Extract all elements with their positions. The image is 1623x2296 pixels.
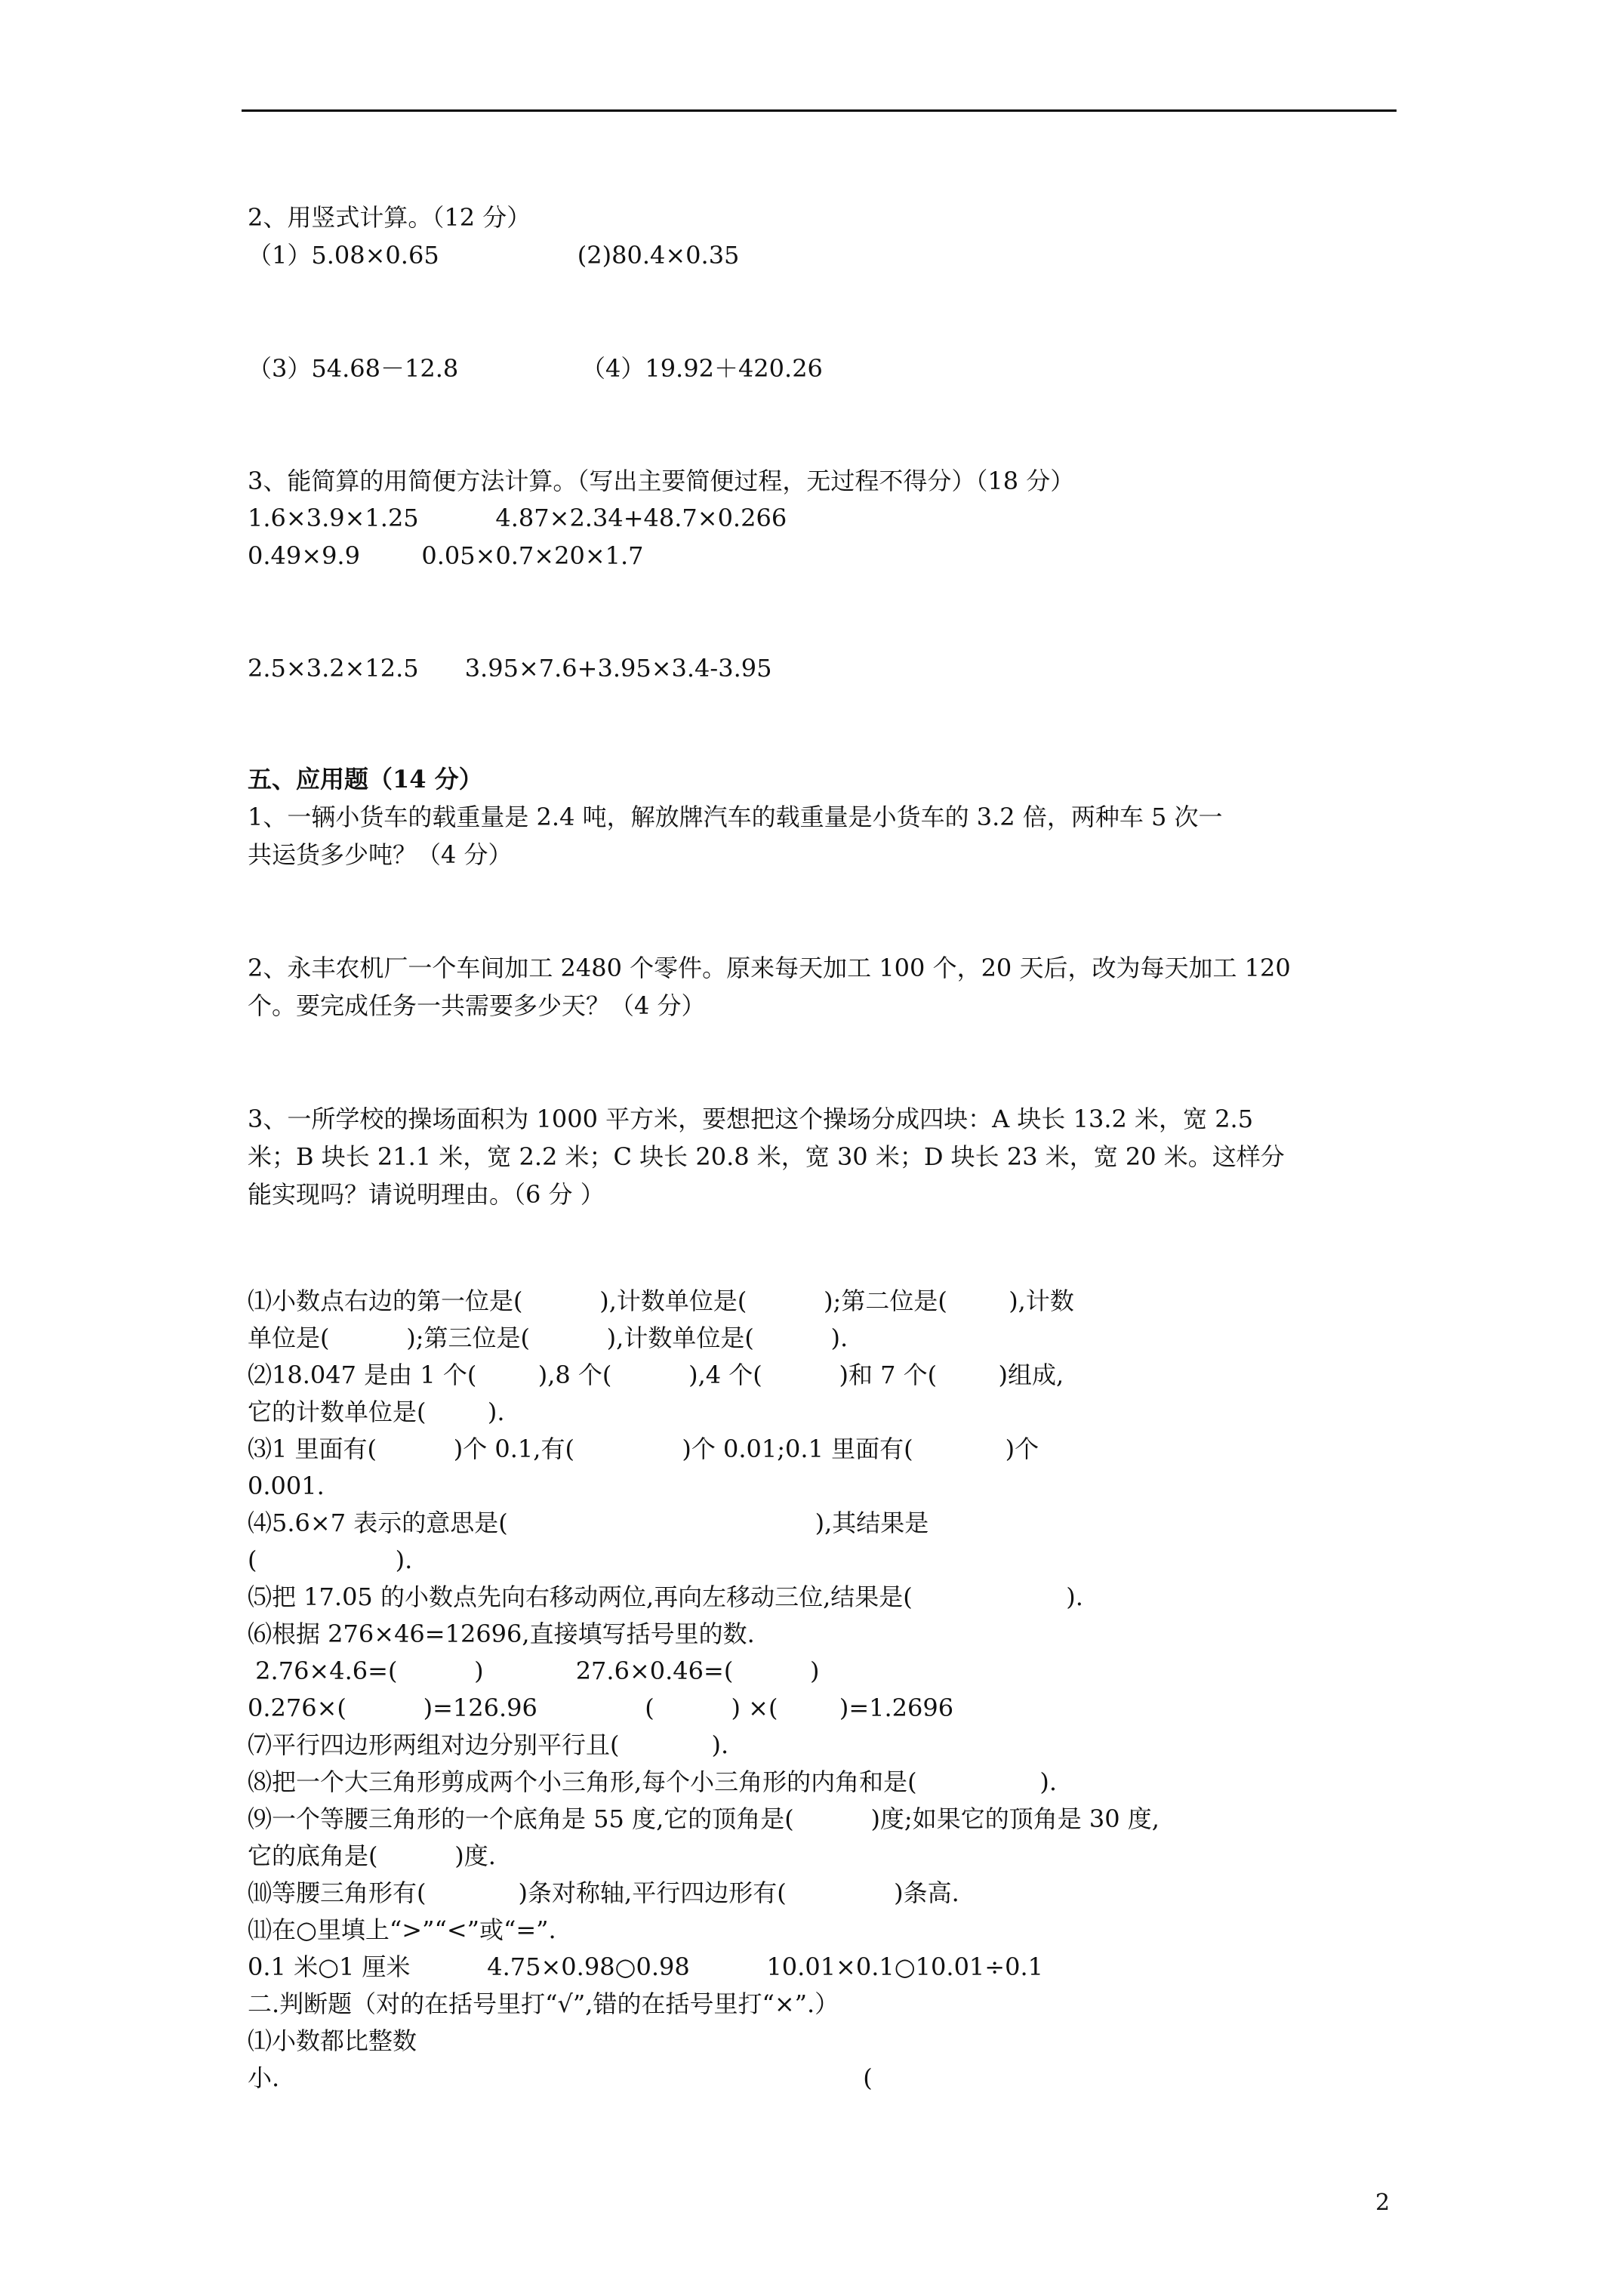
problem-line: 1.6×3.9×1.25 4.87×2.34+48.7×0.266 [248, 504, 787, 532]
section-3-heading: 3、能简算的用简便方法计算。（写出主要简便过程，无过程不得分）（18 分） [248, 467, 1075, 495]
fill-blank-line: ⑾在○里填上“>”“<”或“=”. [248, 1915, 556, 1944]
fill-blank-line: ⑹根据 276×46=12696,直接填写括号里的数. [248, 1620, 755, 1648]
judgment-line: ⑴小数都比整数 [248, 2026, 417, 2055]
fill-blank-line: 单位是( );第三位是( ),计数单位是( ). [248, 1324, 848, 1352]
fill-blank-line: ⑺平行四边形两组对边分别平行且( ). [248, 1730, 729, 1759]
fill-blank-line: ⑻把一个大三角形剪成两个小三角形,每个小三角形的内角和是( ). [248, 1767, 1058, 1796]
fill-blank-line: ⑼一个等腰三角形的一个底角是 55 度,它的顶角是( )度;如果它的顶角是 30 度, [248, 1804, 1160, 1833]
fill-blank-line: ( ). [248, 1546, 413, 1574]
word-problem-line: 米；B 块长 21.1 米，宽 2.2 米；C 块长 20.8 米，宽 30 米；D 块长 23 米，宽 20 米。这样分 [248, 1142, 1285, 1171]
judgment-heading: 二.判断题（对的在括号里打“√”,错的在括号里打“×”.） [248, 1989, 839, 2018]
fill-blank-line: 0.001. [248, 1472, 325, 1500]
fill-blank-line: ⑶1 里面有( )个 0.1,有( )个 0.01;0.1 里面有( )个 [248, 1435, 1039, 1463]
fill-blank-line: ⑷5.6×7 表示的意思是( ),其结果是 [248, 1509, 929, 1537]
word-problem-line: 3、一所学校的操场面积为 1000 平方米，要想把这个操场分成四块：A 块长 13.2 米，宽 2.5 [248, 1105, 1254, 1133]
word-problem-line: 能实现吗？请说明理由。（6 分 ） [248, 1180, 605, 1209]
word-problem-line: 个。要完成任务一共需要多少天？（4 分） [248, 991, 706, 1020]
word-problem-line: 共运货多少吨？（4 分） [248, 840, 513, 869]
fill-blank-line: ⑽等腰三角形有( )条对称轴,平行四边形有( )条高. [248, 1878, 959, 1907]
fill-blank-line: 它的计数单位是( ). [248, 1398, 505, 1426]
header-rule [242, 109, 1397, 112]
problem-line: （3）54.68－12.8 （4）19.92＋420.26 [248, 354, 823, 383]
problem-line: （1）5.08×0.65 (2)80.4×0.35 [248, 241, 740, 270]
problem-line: 0.49×9.9 0.05×0.7×20×1.7 [248, 541, 644, 570]
section-2-heading: 2、用竖式计算。（12 分） [248, 203, 531, 232]
problem-line: 2.5×3.2×12.5 3.95×7.6+3.95×3.4-3.95 [248, 654, 772, 683]
fill-blank-line: 它的底角是( )度. [248, 1841, 496, 1870]
fill-blank-line: ⑴小数点右边的第一位是( ),计数单位是( );第二位是( ),计数 [248, 1287, 1074, 1315]
fill-blank-line: 0.276×( )=126.96 ( ) ×( )=1.2696 [248, 1693, 954, 1722]
page-number: 2 [1375, 2190, 1390, 2216]
fill-blank-line: ⑵18.047 是由 1 个( ),8 个( ),4 个( )和 7 个( )组成, [248, 1361, 1064, 1389]
fill-blank-line: 2.76×4.6=( ) 27.6×0.46=( ) [248, 1657, 820, 1685]
word-problem-line: 1、一辆小货车的载重量是 2.4 吨，解放牌汽车的载重量是小货车的 3.2 倍，两种车 5 次一 [248, 803, 1223, 831]
judgment-line: 小. ( [248, 2063, 873, 2092]
compare-line: 0.1 米○1 厘米 4.75×0.98○0.98 10.01×0.1○10.01÷0.1 [248, 1952, 1043, 1981]
section-5-heading: 五、应用题（14 分） [248, 765, 483, 794]
fill-blank-line: ⑸把 17.05 的小数点先向右移动两位,再向左移动三位,结果是( ). [248, 1583, 1083, 1611]
word-problem-line: 2、永丰农机厂一个车间加工 2480 个零件。原来每天加工 100 个，20 天后，改为每天加工 120 [248, 954, 1291, 982]
